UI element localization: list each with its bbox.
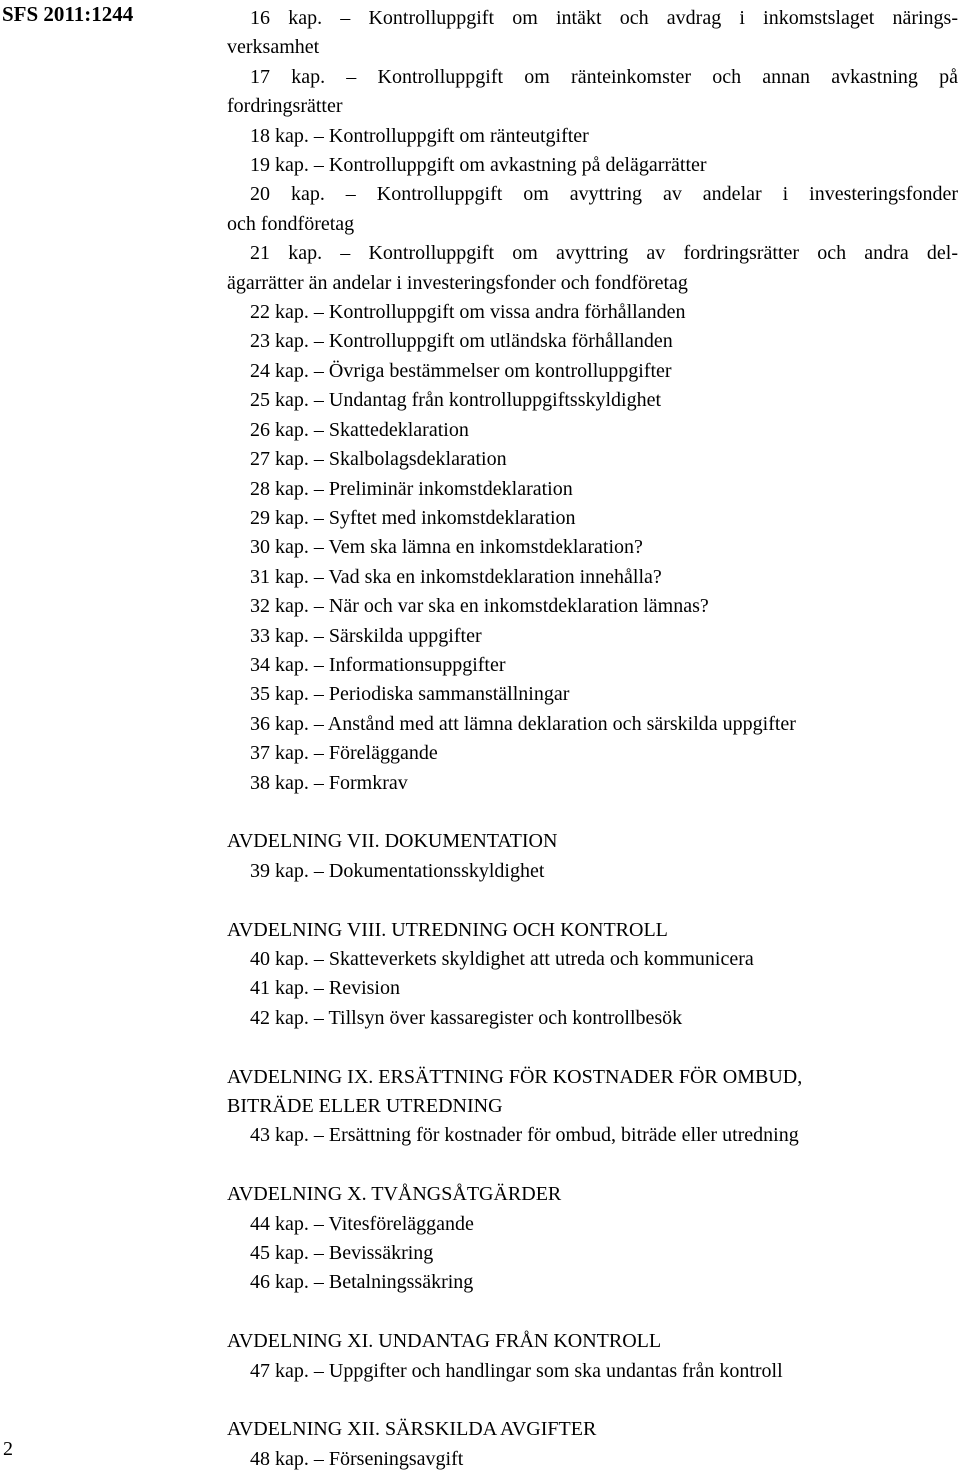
toc-chapter-26: 26 kap. – Skattedeklaration — [250, 418, 469, 441]
toc-chapter-23: 23 kap. – Kontrolluppgift om utländska förhållanden — [250, 330, 673, 353]
section-heading-vii: AVDELNING VII. DOKUMENTATION — [227, 830, 558, 853]
toc-chapter-line: 21 kap. – Kontrolluppgift om avyttring av fordringsrätter och andra del- — [250, 242, 958, 265]
toc-chapter-21 — [227, 239, 958, 298]
toc-chapter-19: 19 kap. – Kontrolluppgift om avkastning på delägarrätter — [250, 154, 707, 177]
toc-chapter-17 — [227, 63, 958, 122]
toc-chapter-line: 20 kap. – Kontrolluppgift om avyttring av andelar i investeringsfonder — [250, 183, 958, 206]
section-heading-ix — [227, 1063, 958, 1122]
toc-chapter-47: 47 kap. – Uppgifter och handlingar som ska undantas från kontroll — [250, 1359, 783, 1382]
toc-chapter-18: 18 kap. – Kontrolluppgift om ränteutgifter — [250, 124, 589, 147]
toc-chapter-43: 43 kap. – Ersättning för kostnader för ombud, biträde eller utredning — [250, 1124, 799, 1147]
toc-chapter-40: 40 kap. – Skatteverkets skyldighet att utreda och kommunicera — [250, 947, 754, 970]
toc-chapter-16 — [227, 4, 958, 63]
toc-chapter-32: 32 kap. – När och var ska en inkomstdeklaration lämnas? — [250, 595, 709, 618]
toc-chapter-30: 30 kap. – Vem ska lämna en inkomstdeklaration? — [250, 536, 643, 559]
toc-chapter-33: 33 kap. – Särskilda uppgifter — [250, 624, 482, 647]
toc-chapter-45: 45 kap. – Bevissäkring — [250, 1242, 434, 1264]
toc-chapter-line: ägarrätter än andelar i investeringsfonder och fondföretag — [227, 271, 688, 294]
toc-chapter-36: 36 kap. – Anstånd med att lämna deklaration och särskilda uppgifter — [250, 712, 796, 735]
toc-chapter-41: 41 kap. – Revision — [250, 977, 400, 1000]
toc-chapter-38: 38 kap. – Formkrav — [250, 771, 408, 794]
toc-chapter-22: 22 kap. – Kontrolluppgift om vissa andra förhållanden — [250, 301, 686, 324]
page-number: 2 — [3, 1438, 13, 1460]
section-heading-x: AVDELNING X. TVÅNGSÅTGÄRDER — [227, 1183, 562, 1206]
sfs-number: SFS 2011:1244 — [2, 2, 134, 26]
toc-chapter-line: verksamhet — [227, 36, 320, 59]
toc-chapter-46: 46 kap. – Betalningssäkring — [250, 1271, 474, 1294]
toc-chapter-31: 31 kap. – Vad ska en inkomstdeklaration innehålla? — [250, 565, 662, 588]
section-heading-line: AVDELNING IX. ERSÄTTNING FÖR KOSTNADER FÖR OMBUD, — [227, 1065, 803, 1088]
toc-chapter-line: 16 kap. – Kontrolluppgift om intäkt och avdrag i inkomstslaget närings- — [250, 7, 958, 29]
toc-chapter-35: 35 kap. – Periodiska sammanställningar — [250, 683, 570, 706]
toc-chapter-29: 29 kap. – Syftet med inkomstdeklaration — [250, 506, 576, 529]
table-of-contents — [227, 4, 958, 1474]
toc-chapter-line: 17 kap. – Kontrolluppgift om ränteinkomster och annan avkastning på — [250, 65, 958, 88]
toc-chapter-27: 27 kap. – Skalbolagsdeklaration — [250, 448, 507, 471]
toc-chapter-37: 37 kap. – Föreläggande — [250, 742, 438, 765]
toc-chapter-28: 28 kap. – Preliminär inkomstdeklaration — [250, 477, 573, 500]
toc-chapter-line: fordringsrätter — [227, 95, 343, 118]
section-heading-xii: AVDELNING XII. SÄRSKILDA AVGIFTER — [227, 1418, 597, 1441]
toc-chapter-25: 25 kap. – Undantag från kontrolluppgiftsskyldighet — [250, 389, 662, 412]
toc-chapter-48: 48 kap. – Förseningsavgift — [250, 1447, 464, 1470]
toc-chapter-line: och fondföretag — [227, 212, 355, 235]
section-heading-viii: AVDELNING VIII. UTREDNING OCH KONTROLL — [227, 918, 668, 941]
section-heading-line: BITRÄDE ELLER UTREDNING — [227, 1094, 503, 1117]
toc-chapter-24: 24 kap. – Övriga bestämmelser om kontrolluppgifter — [250, 359, 672, 382]
toc-chapter-39: 39 kap. – Dokumentationsskyldighet — [250, 859, 545, 882]
toc-chapter-20 — [227, 180, 958, 239]
toc-chapter-44: 44 kap. – Vitesföreläggande — [250, 1212, 474, 1235]
toc-chapter-42: 42 kap. – Tillsyn över kassaregister och kontrollbesök — [250, 1006, 683, 1029]
section-heading-xi: AVDELNING XI. UNDANTAG FRÅN KONTROLL — [227, 1330, 662, 1353]
toc-chapter-34: 34 kap. – Informationsuppgifter — [250, 653, 506, 676]
